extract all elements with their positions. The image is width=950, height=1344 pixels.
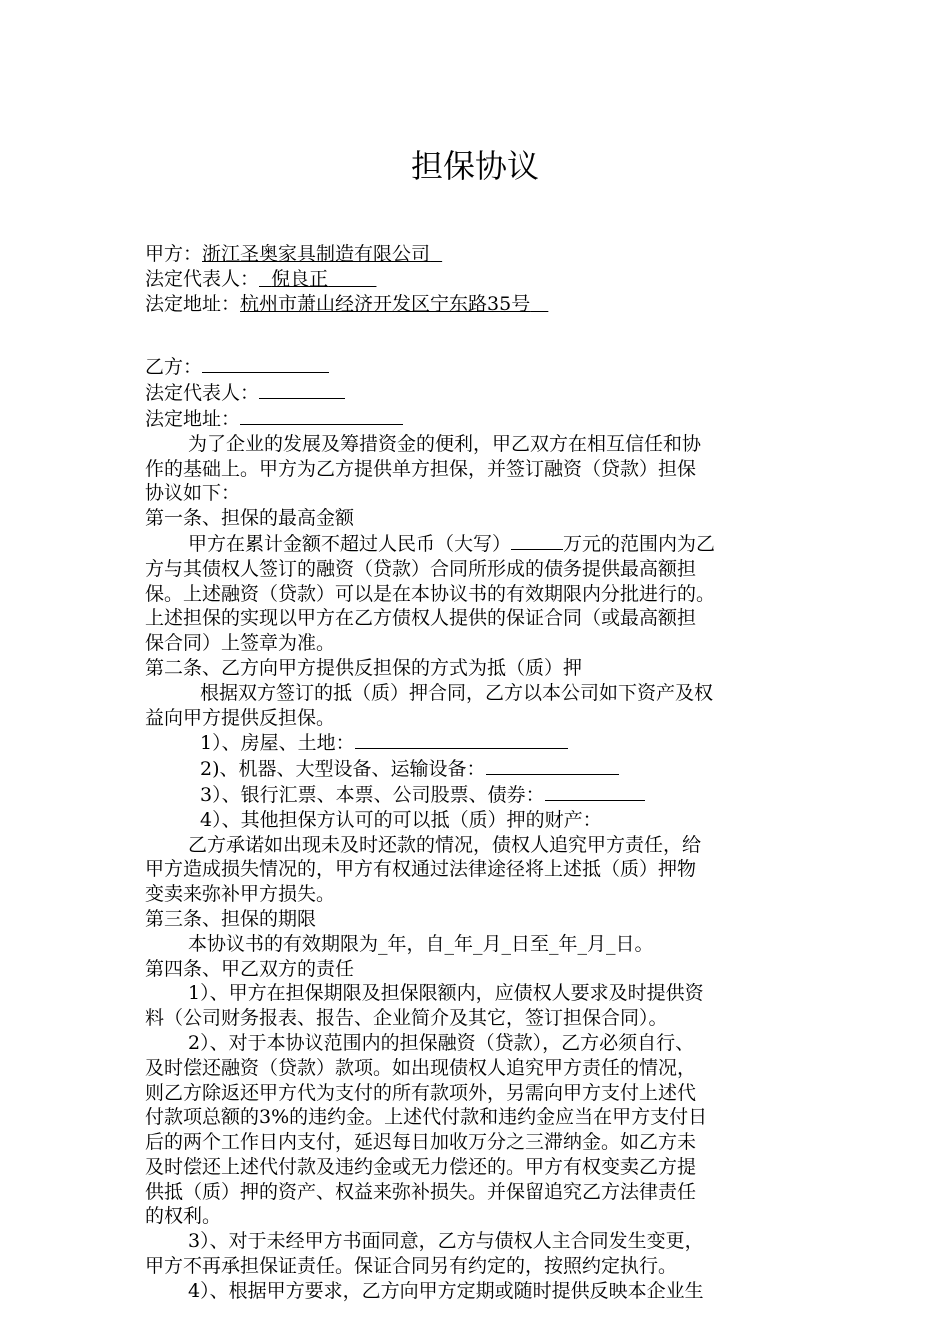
party-a-name: 浙江圣奥家具制造有限公司 [202, 243, 431, 265]
collateral-item-4: 4）、其他担保方认可的可以抵（质）押的财产： [200, 808, 602, 831]
party-a-rep-line [145, 267, 813, 292]
party-b-rep-line [145, 380, 813, 406]
party-a-addr-line [145, 292, 813, 317]
article-2-paragraph-2: 乙方承诺如出现未及时还款的情况，债权人追究甲方责任，给 甲方造成损失情况的，甲方有权通过法律途径将上述抵（质）押物 变卖来弥补甲方损失。 [145, 833, 702, 906]
amount-blank[interactable] [511, 531, 563, 550]
party-a-rep: 倪良正 [271, 267, 329, 290]
article-4-item-2: 2）、对于本协议范围内的担保融资（贷款），乙方必须自行、 及时偿还融资（贷款）款项。如出现债权人追究甲方责任的情况， 则乙方除返还甲方代为支付的所有款项外，另需向甲方支付上述代 付款项总额的3%的违约金。上述代付款和违约金应当在甲方支付日 后的两个工作日内支付，延迟每日加收万分之三滞纳金。如乙方未 及时偿还上述代付款及违约金或无力偿还的。甲方有权变卖乙方提 供抵（质）押的资产、权益来弥补损失。并保留追究乙方法律责任 的权利。 [145, 1031, 708, 1228]
article-4-item-3: 3）、对于未经甲方书面同意，乙方与债权人主合同发生变更， 甲方不再承担保证责任。保证合同另有约定的，按照约定执行。 [145, 1230, 704, 1278]
party-b-addr-blank[interactable] [240, 406, 403, 425]
article-4-heading: 第四条、甲乙双方的责任 [145, 957, 355, 980]
party-b-addr-label: 法定地址： [145, 407, 241, 430]
document-title: 担保协议 [410, 147, 539, 185]
collateral-item-2-blank[interactable] [486, 756, 619, 775]
article-2-paragraph-1: 根据双方签订的抵（质）押合同，乙方以本公司如下资产及权 益向甲方提供反担保。 [145, 681, 714, 729]
collateral-item-1-blank[interactable] [355, 730, 568, 749]
party-a-addr: 杭州市萧山经济开发区宁东路35号 [240, 292, 531, 315]
party-b-label: 乙方： [145, 356, 203, 379]
article-3-paragraph: 本协议书的有效期限为_年，自_年_月_日至_年_月_日。 [188, 932, 654, 955]
party-a-addr-label: 法定地址： [145, 292, 241, 315]
party-b-line [145, 354, 813, 380]
party-b-rep-blank[interactable] [259, 380, 345, 399]
article-4-item-4: 4）、根据甲方要求，乙方向甲方定期或随时提供反映本企业生 [188, 1279, 704, 1302]
article-4-item-1: 1）、甲方在担保期限及担保限额内，应债权人要求及时提供资 料（公司财务报表、报告、企业简介及其它，签订担保合同）。 [145, 982, 704, 1030]
party-a-label: 甲方： [145, 243, 203, 265]
article-2-heading: 第二条、乙方向甲方提供反担保的方式为抵（质）押 [145, 656, 583, 679]
article-1-heading: 第一条、担保的最高金额 [145, 507, 355, 530]
party-a-line [145, 242, 813, 267]
article-1-paragraph: 甲方在累计金额不超过人民币（大写） 万元的范围内为乙 方与其债权人签订的融资（贷款）合同所形成的债务提供最高额担 保。上述融资（贷款）可以是在本协议书的有效期限内分批进行的。 上述担保的实现以甲方在乙方债权人提供的保证合同（或最高额担 保合同）上签章为准。 [145, 532, 716, 655]
intro-paragraph: 为了企业的发展及筹措资金的便利，甲乙双方在相互信任和协 作的基础上。甲方为乙方提供单方担保，并签订融资（贷款）担保 协议如下： [145, 432, 702, 505]
collateral-item-3: 3）、银行汇票、本票、公司股票、债券： [145, 782, 813, 808]
party-b-name-blank[interactable] [202, 354, 329, 373]
party-a-rep-label: 法定代表人： [145, 267, 260, 290]
collateral-item-2: 2)、机器、大型设备、运输设备： [145, 756, 813, 782]
document-body [145, 242, 813, 1304]
article-3-heading: 第三条、担保的期限 [145, 907, 317, 930]
party-b-addr-line [145, 406, 813, 432]
collateral-item-1: 1）、房屋、土地： [145, 730, 813, 756]
collateral-item-3-blank[interactable] [545, 782, 645, 801]
party-b-rep-label: 法定代表人： [145, 382, 260, 405]
